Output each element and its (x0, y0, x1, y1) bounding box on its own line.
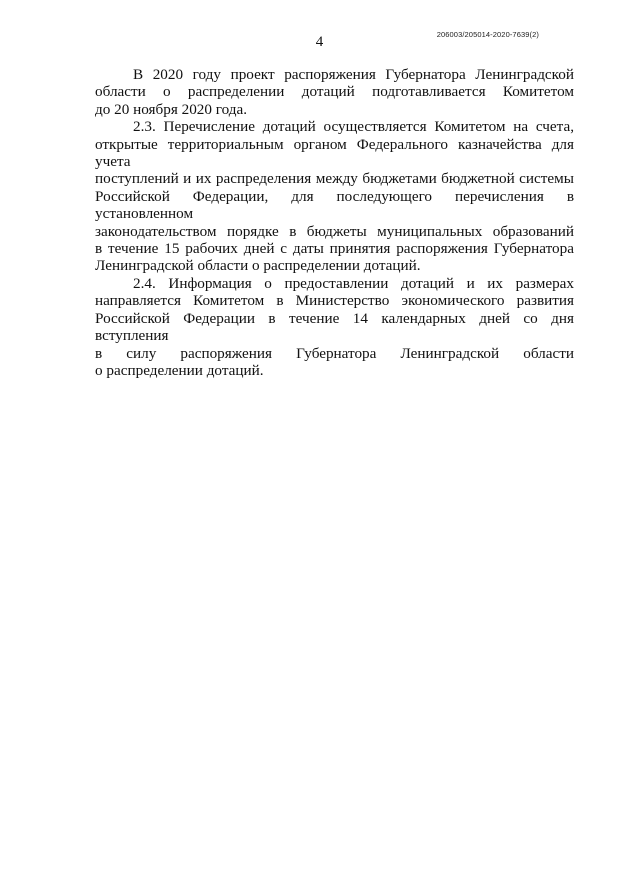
text-line: Ленинградской области о распределении дотаций. (95, 257, 421, 275)
text-line: 2.4. Информация о предоставлении дотаций и их размерах (133, 274, 574, 292)
text-line: В 2020 году проект распоряжения Губернатора Ленинградской (133, 66, 574, 83)
paragraph-2-4-information (95, 275, 574, 379)
document-body (95, 66, 574, 379)
text-line: Российской Федерации в течение 14 календарных дней со дня вступления (95, 309, 574, 345)
text-line: области о распределении дотаций подготавливается Комитетом (95, 83, 574, 101)
document-registration-code: 206003/205014-2020-7639(2) (436, 30, 539, 39)
text-line: о распределении дотаций. (95, 361, 264, 379)
text-line: в течение 15 рабочих дней с даты принятия распоряжения Губернатора (95, 240, 574, 258)
text-line: поступлений и их распределения между бюджетами бюджетной системы (95, 170, 574, 188)
text-line: до 20 ноября 2020 года. (95, 100, 248, 118)
text-line: открытые территориальным органом Федерального казначейства для учета (95, 135, 574, 171)
paragraph-deadline (95, 66, 574, 118)
paragraph-2-3-transfer (95, 118, 574, 275)
text-line: в силу распоряжения Губернатора Ленинградской области (95, 344, 574, 362)
page-number: 4 (315, 34, 324, 50)
text-line: Российской Федерации, для последующего перечисления в установленном (95, 187, 574, 223)
text-line: законодательством порядке в бюджеты муниципальных образований (95, 222, 574, 240)
text-line: направляется Комитетом в Министерство экономического развития (95, 292, 574, 310)
text-line: 2.3. Перечисление дотаций осуществляется Комитетом на счета, (133, 118, 574, 136)
